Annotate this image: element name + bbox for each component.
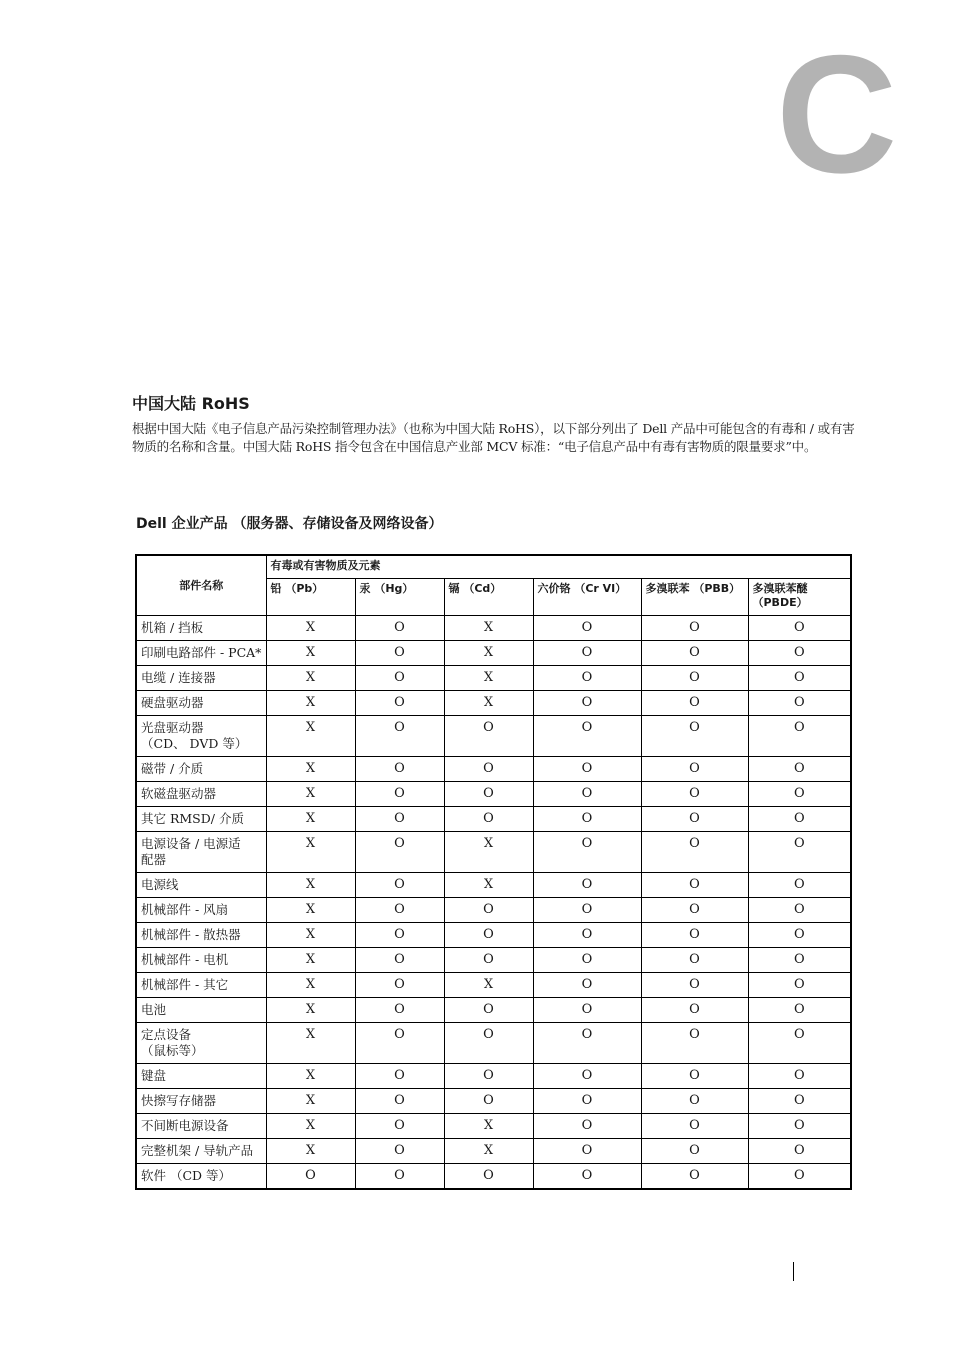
part-name-cell: 机械部件 - 电机 (136, 948, 266, 973)
rohs-substance-table (135, 554, 852, 1190)
substance-mark-cell: O (533, 998, 641, 1023)
substance-mark-cell: X (266, 691, 355, 716)
substance-mark-cell: O (748, 641, 851, 666)
substance-mark-cell: O (355, 973, 444, 998)
substance-mark-cell: O (533, 1064, 641, 1089)
substance-mark-cell: O (355, 1089, 444, 1114)
part-name-cell: 磁带 / 介质 (136, 757, 266, 782)
substance-mark-cell: O (748, 691, 851, 716)
substance-mark-cell: O (355, 873, 444, 898)
substance-mark-cell: O (641, 807, 748, 832)
substance-mark-cell: O (748, 998, 851, 1023)
substance-mark-cell: O (355, 1139, 444, 1164)
substance-mark-cell: O (641, 716, 748, 757)
substance-mark-cell: O (748, 873, 851, 898)
table-row (136, 973, 851, 998)
substance-mark-cell: O (355, 832, 444, 873)
substance-mark-cell: O (444, 923, 533, 948)
substance-mark-cell: X (266, 923, 355, 948)
substance-mark-cell: O (748, 1164, 851, 1190)
substance-mark-cell: O (748, 973, 851, 998)
table-row (136, 873, 851, 898)
substance-mark-cell: O (355, 948, 444, 973)
substance-mark-cell: X (266, 973, 355, 998)
substance-mark-cell: O (533, 616, 641, 641)
substance-mark-cell: O (355, 1114, 444, 1139)
substance-mark-cell: O (533, 666, 641, 691)
substance-mark-cell: X (444, 873, 533, 898)
table-row (136, 1139, 851, 1164)
table-row (136, 1023, 851, 1064)
substance-mark-cell: X (266, 832, 355, 873)
substance-mark-cell: O (748, 616, 851, 641)
element-header: 铅 （Pb） (266, 579, 355, 616)
substance-mark-cell: O (641, 948, 748, 973)
substance-mark-cell: O (641, 832, 748, 873)
substance-mark-cell: X (444, 641, 533, 666)
part-name-cell: 电源设备 / 电源适 配器 (136, 832, 266, 873)
substance-mark-cell: O (533, 641, 641, 666)
part-name-cell: 完整机架 / 导轨产品 (136, 1139, 266, 1164)
substance-mark-cell: O (533, 832, 641, 873)
substance-mark-cell: O (355, 1023, 444, 1064)
table-row (136, 641, 851, 666)
substance-mark-cell: O (355, 666, 444, 691)
substance-mark-cell: O (641, 616, 748, 641)
substance-mark-cell: O (641, 898, 748, 923)
substance-mark-cell: O (641, 998, 748, 1023)
element-header: 六价铬 （Cr VI） (533, 579, 641, 616)
table-row (136, 1089, 851, 1114)
part-name-cell: 机械部件 - 散热器 (136, 923, 266, 948)
substance-mark-cell: O (355, 782, 444, 807)
substance-mark-cell: O (355, 691, 444, 716)
substance-mark-cell: X (266, 1139, 355, 1164)
substance-mark-cell: O (355, 807, 444, 832)
substance-mark-cell: O (533, 923, 641, 948)
substance-mark-cell: X (266, 898, 355, 923)
substance-mark-cell: O (641, 923, 748, 948)
table-row (136, 757, 851, 782)
part-name-cell: 光盘驱动器 （CD、 DVD 等） (136, 716, 266, 757)
table-title: Dell 企业产品 （服务器、存储设备及网络设备） (136, 516, 443, 532)
substance-mark-cell: X (444, 1139, 533, 1164)
substance-mark-cell: O (748, 1114, 851, 1139)
substance-mark-cell: O (533, 716, 641, 757)
substance-mark-cell: O (641, 782, 748, 807)
part-name-cell: 机械部件 - 风扇 (136, 898, 266, 923)
substance-mark-cell: O (641, 1164, 748, 1190)
part-name-header: 部件名称 (136, 555, 266, 616)
substance-mark-cell: O (533, 1139, 641, 1164)
substance-mark-cell: O (748, 1023, 851, 1064)
part-name-cell: 机械部件 - 其它 (136, 973, 266, 998)
substance-mark-cell: O (355, 998, 444, 1023)
chapter-letter: C (776, 20, 898, 208)
substance-mark-cell: X (266, 1089, 355, 1114)
substance-mark-cell: X (444, 691, 533, 716)
substance-mark-cell: X (266, 757, 355, 782)
substance-mark-cell: X (266, 948, 355, 973)
part-name-cell: 快擦写存储器 (136, 1089, 266, 1114)
element-header: 镉 （Cd） (444, 579, 533, 616)
substance-mark-cell: X (266, 998, 355, 1023)
substance-mark-cell: O (533, 948, 641, 973)
substance-mark-cell: O (533, 1023, 641, 1064)
part-name-cell: 电池 (136, 998, 266, 1023)
substance-mark-cell: O (641, 1023, 748, 1064)
table-row (136, 948, 851, 973)
substance-mark-cell: X (444, 616, 533, 641)
part-name-cell: 印刷电路部件 - PCA* (136, 641, 266, 666)
substance-mark-cell: O (641, 641, 748, 666)
part-name-cell: 不间断电源设备 (136, 1114, 266, 1139)
substance-mark-cell: X (444, 1114, 533, 1139)
substance-mark-cell: O (355, 1064, 444, 1089)
substance-mark-cell: O (533, 898, 641, 923)
substance-mark-cell: O (444, 1064, 533, 1089)
substance-mark-cell: O (533, 1164, 641, 1190)
substance-mark-cell: O (748, 1064, 851, 1089)
substance-mark-cell: O (355, 716, 444, 757)
table-header-row (136, 555, 851, 579)
substance-mark-cell: X (266, 616, 355, 641)
substance-mark-cell: O (641, 691, 748, 716)
substance-mark-cell: X (266, 641, 355, 666)
table-row (136, 782, 851, 807)
table-row (136, 616, 851, 641)
part-name-cell: 软件 （CD 等） (136, 1164, 266, 1190)
substance-mark-cell: O (748, 923, 851, 948)
substance-mark-cell: O (641, 873, 748, 898)
part-name-cell: 定点设备 （鼠标等） (136, 1023, 266, 1064)
substance-mark-cell: X (266, 716, 355, 757)
substance-mark-cell: O (641, 1089, 748, 1114)
substance-mark-cell: O (444, 782, 533, 807)
substance-mark-cell: X (444, 666, 533, 691)
table-row (136, 1064, 851, 1089)
part-name-cell: 其它 RMSD/ 介质 (136, 807, 266, 832)
substance-mark-cell: O (444, 898, 533, 923)
substance-mark-cell: O (748, 666, 851, 691)
substance-mark-cell: O (444, 757, 533, 782)
substance-mark-cell: X (266, 1114, 355, 1139)
element-header: 多溴联苯 （PBB） (641, 579, 748, 616)
substance-mark-cell: X (266, 666, 355, 691)
substance-mark-cell: O (355, 1164, 444, 1190)
substance-mark-cell: O (748, 1089, 851, 1114)
substance-mark-cell: O (748, 1139, 851, 1164)
substance-mark-cell: O (641, 1139, 748, 1164)
table-row (136, 1114, 851, 1139)
table-row (136, 923, 851, 948)
substance-mark-cell: X (444, 973, 533, 998)
table-body (136, 616, 851, 1190)
substance-group-header: 有毒或有害物质及元素 (266, 555, 851, 579)
part-name-cell: 机箱 / 挡板 (136, 616, 266, 641)
substance-mark-cell: O (748, 716, 851, 757)
substance-mark-cell: O (533, 782, 641, 807)
substance-mark-cell: X (266, 807, 355, 832)
table-row (136, 998, 851, 1023)
substance-mark-cell: O (266, 1164, 355, 1190)
part-name-cell: 电缆 / 连接器 (136, 666, 266, 691)
substance-mark-cell: O (355, 923, 444, 948)
table-row (136, 898, 851, 923)
substance-mark-cell: O (641, 757, 748, 782)
substance-mark-cell: O (533, 757, 641, 782)
substance-mark-cell: O (355, 616, 444, 641)
substance-mark-cell: O (444, 1164, 533, 1190)
part-name-cell: 电源线 (136, 873, 266, 898)
table-row (136, 1164, 851, 1190)
substance-mark-cell: O (533, 1114, 641, 1139)
page-footer-rule (793, 1262, 794, 1281)
substance-mark-cell: O (533, 973, 641, 998)
substance-mark-cell: O (444, 716, 533, 757)
substance-mark-cell: O (355, 641, 444, 666)
substance-mark-cell: O (355, 898, 444, 923)
substance-mark-cell: X (266, 873, 355, 898)
substance-mark-cell: O (444, 1023, 533, 1064)
table-row (136, 832, 851, 873)
element-header: 汞 （Hg） (355, 579, 444, 616)
substance-mark-cell: O (748, 898, 851, 923)
part-name-cell: 软磁盘驱动器 (136, 782, 266, 807)
substance-mark-cell: O (641, 1114, 748, 1139)
substance-mark-cell: O (748, 832, 851, 873)
substance-mark-cell: O (641, 973, 748, 998)
section-title: 中国大陆 RoHS (132, 394, 250, 413)
substance-mark-cell: X (266, 782, 355, 807)
substance-mark-cell: O (533, 873, 641, 898)
substance-mark-cell: O (444, 948, 533, 973)
substance-mark-cell: O (748, 757, 851, 782)
substance-mark-cell: X (266, 1023, 355, 1064)
substance-mark-cell: O (748, 782, 851, 807)
element-header: 多溴联苯醚 （PBDE） (748, 579, 851, 616)
substance-mark-cell: O (641, 666, 748, 691)
substance-mark-cell: O (355, 757, 444, 782)
part-name-cell: 键盘 (136, 1064, 266, 1089)
substance-mark-cell: O (533, 691, 641, 716)
substance-mark-cell: O (533, 1089, 641, 1114)
substance-mark-cell: O (444, 1089, 533, 1114)
table-row (136, 807, 851, 832)
substance-mark-cell: O (748, 948, 851, 973)
part-name-cell: 硬盘驱动器 (136, 691, 266, 716)
substance-mark-cell: O (748, 807, 851, 832)
substance-mark-cell: O (444, 998, 533, 1023)
table-row (136, 716, 851, 757)
substance-mark-cell: O (444, 807, 533, 832)
substance-mark-cell: X (266, 1064, 355, 1089)
substance-mark-cell: X (444, 832, 533, 873)
substance-mark-cell: O (641, 1064, 748, 1089)
table-row (136, 666, 851, 691)
table-row (136, 691, 851, 716)
substance-mark-cell: O (533, 807, 641, 832)
intro-paragraph: 根据中国大陆《电子信息产品污染控制管理办法》（也称为中国大陆 RoHS），以下部分列出了 Dell 产品中可能包含的有毒和 / 或有害物质的名称和含量。中国大陆 RoHS 指令包含在中国信息产业部 MCV 标准：“电子信息产品中有毒有害物质的限量要求”中。 (132, 421, 855, 454)
